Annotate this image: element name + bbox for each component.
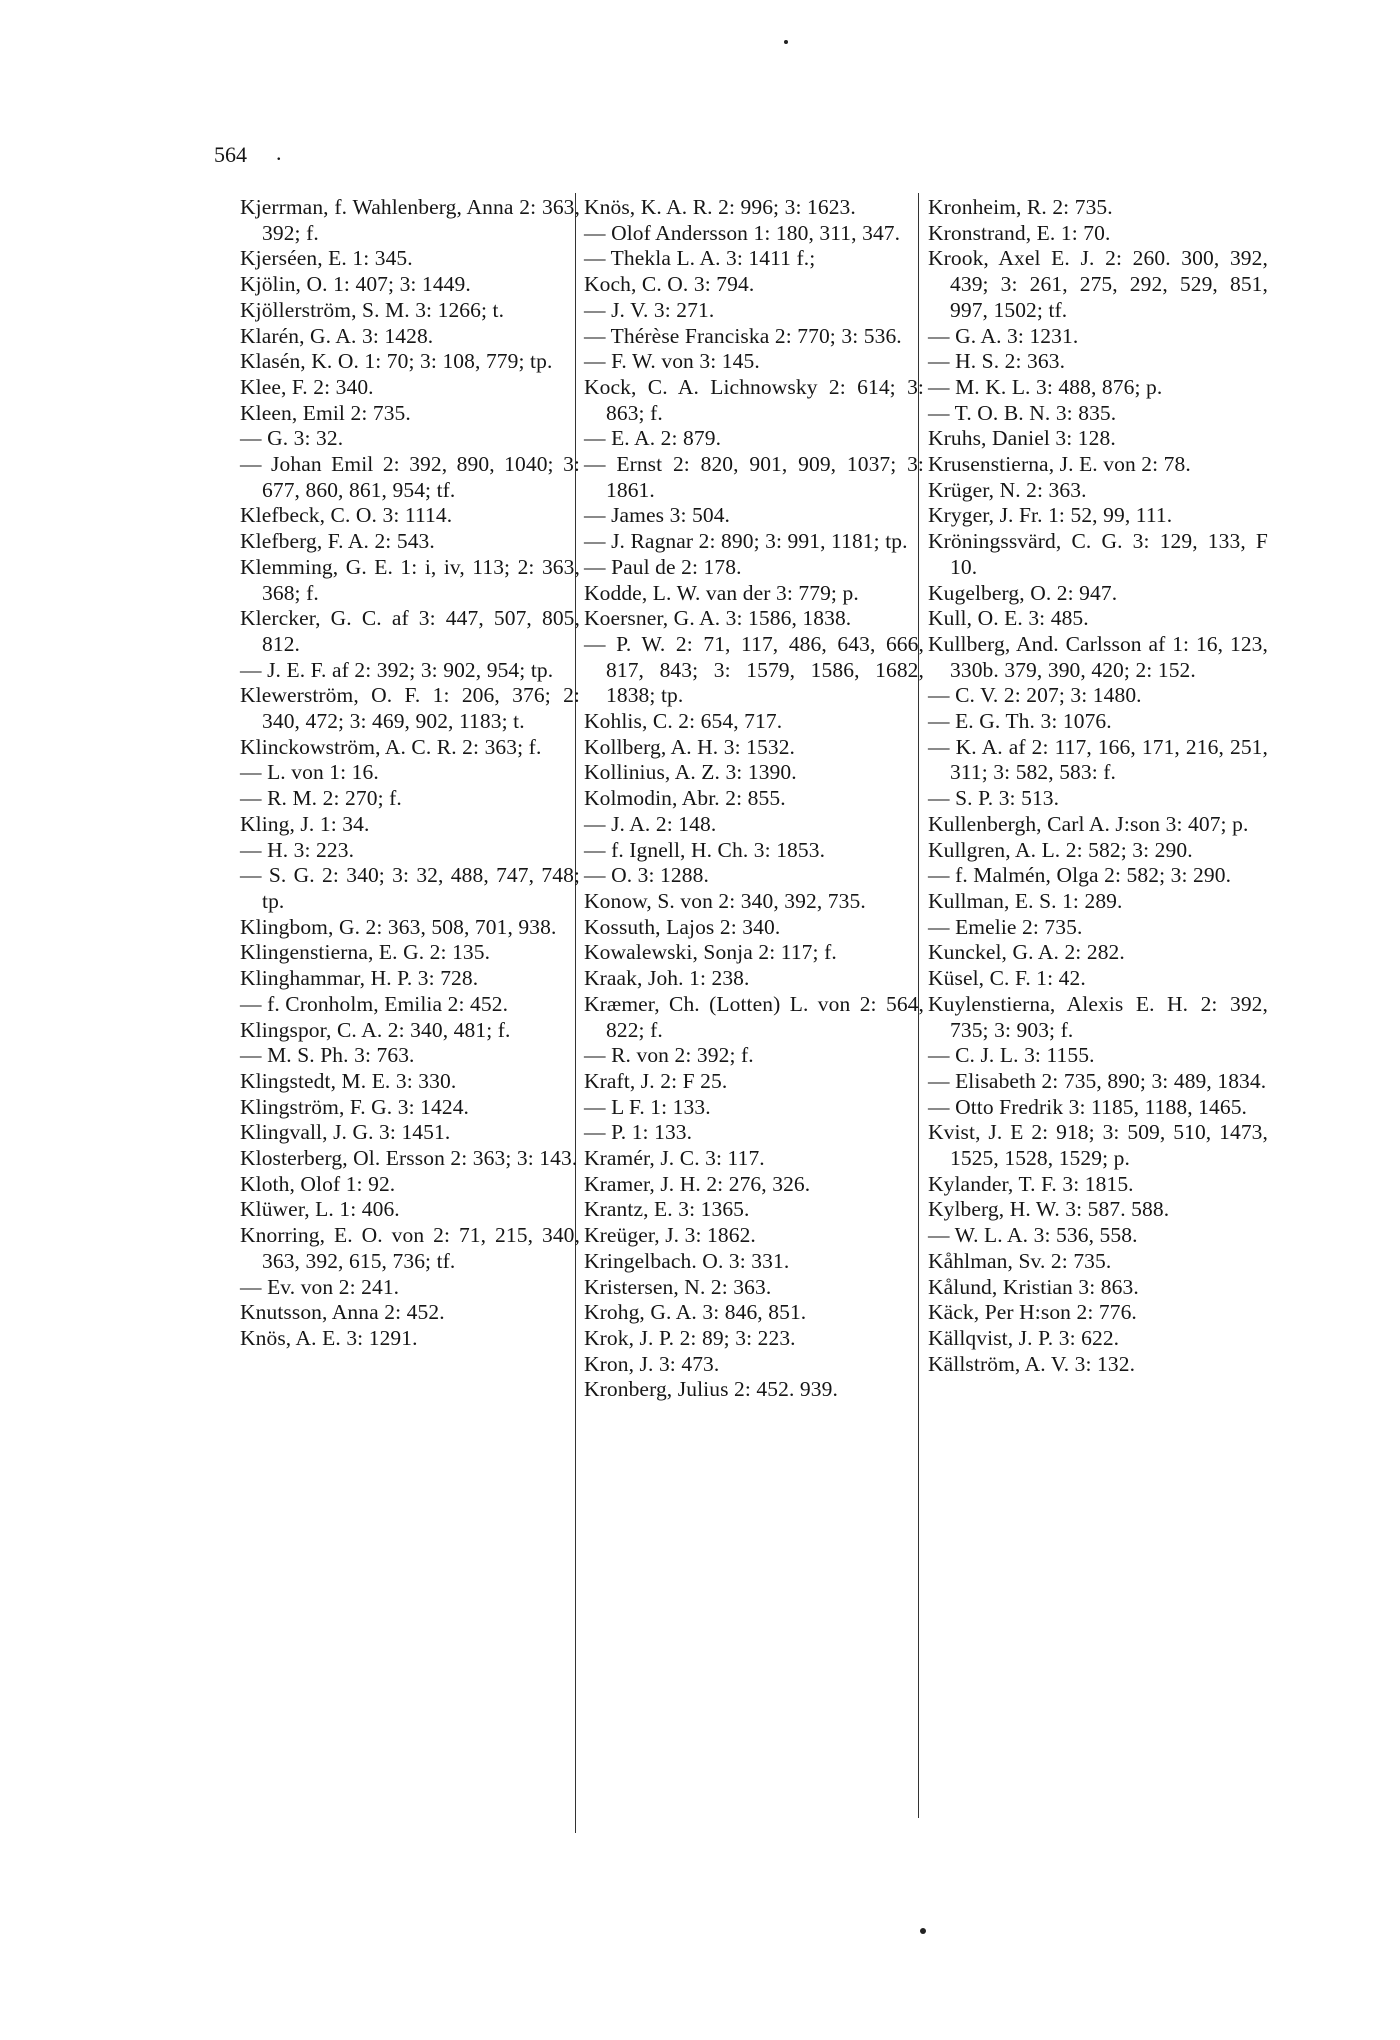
index-entry: — J. A. 2: 148. bbox=[584, 811, 717, 836]
index-entry: Kvist, J. E 2: 918; 3: 509, 510, 1473, 1525, 1528, 1529; p. bbox=[928, 1120, 1268, 1171]
index-entry: Krantz, E. 3: 1365. bbox=[584, 1197, 750, 1222]
index-entry: Kolmodin, Abr. 2: 855. bbox=[584, 786, 786, 811]
index-entry: Krüger, N. 2: 363. bbox=[928, 477, 1087, 502]
index-entry: Klinckowström, A. C. R. 2: 363; f. bbox=[240, 734, 542, 759]
index-entry: Kylberg, H. W. 3: 587. 588. bbox=[928, 1197, 1170, 1222]
index-entry: — S. G. 2: 340; 3: 32, 488, 747, 748; tp. bbox=[240, 863, 580, 913]
index-entry: — Thérèse Franciska 2: 770; 3: 536. bbox=[584, 323, 902, 348]
index-entry: Koersner, G. A. 3: 1586, 1838. bbox=[584, 606, 852, 631]
index-entry: — R. M. 2: 270; f. bbox=[240, 786, 402, 811]
index-entry: Kullenbergh, Carl A. J:son 3: 407; p. bbox=[928, 811, 1249, 836]
index-entry: Kristersen, N. 2: 363. bbox=[584, 1274, 772, 1299]
index-entry: — Johan Emil 2: 392, 890, 1040; 3: 677, 860, 861, 954; tf. bbox=[240, 452, 580, 502]
index-entry: Knös, K. A. R. 2: 996; 3: 1623. bbox=[584, 195, 856, 219]
index-entry: Küsel, C. F. 1: 42. bbox=[928, 966, 1086, 991]
index-entry: Klingström, F. G. 3: 1424. bbox=[240, 1094, 470, 1119]
index-entry: — R. von 2: 392; f. bbox=[584, 1043, 754, 1068]
index-entry: — J. V. 3: 271. bbox=[584, 297, 715, 322]
index-entry: Klingvall, J. G. 3: 1451. bbox=[240, 1120, 451, 1145]
index-entry: Klercker, G. C. af 3: 447, 507, 805, 812. bbox=[240, 606, 580, 656]
index-entry: Klefbeck, C. O. 3: 1114. bbox=[240, 503, 453, 528]
index-entry: — f. Ignell, H. Ch. 3: 1853. bbox=[584, 837, 826, 862]
index-entry: — E. G. Th. 3: 1076. bbox=[928, 709, 1112, 734]
index-entry: Kollinius, A. Z. 3: 1390. bbox=[584, 760, 797, 785]
index-entry: Kodde, L. W. van der 3: 779; p. bbox=[584, 580, 859, 605]
index-entry: — O. 3: 1288. bbox=[584, 863, 709, 888]
index-entry: Klefberg, F. A. 2: 543. bbox=[240, 529, 435, 554]
index-entry: — C. V. 2: 207; 3: 1480. bbox=[928, 683, 1142, 708]
index-entry: — H. 3: 223. bbox=[240, 837, 355, 862]
index-entry: Kull, O. E. 3: 485. bbox=[928, 606, 1089, 631]
index-entry: — F. W. von 3: 145. bbox=[584, 349, 760, 374]
stray-dot bbox=[784, 40, 788, 44]
index-entry: Kunckel, G. A. 2: 282. bbox=[928, 940, 1125, 965]
index-entry: Kraft, J. 2: F 25. bbox=[584, 1068, 728, 1093]
index-entry: — M. S. Ph. 3: 763. bbox=[240, 1043, 415, 1068]
index-entry: Klingspor, C. A. 2: 340, 481; f. bbox=[240, 1017, 511, 1042]
index-entry: Krok, J. P. 2: 89; 3: 223. bbox=[584, 1325, 796, 1350]
index-entry: Kloth, Olof 1: 92. bbox=[240, 1171, 396, 1196]
index-entry: Kling, J. 1: 34. bbox=[240, 811, 370, 836]
index-entry: — L F. 1: 133. bbox=[584, 1094, 711, 1119]
index-entry: Kjerséen, E. 1: 345. bbox=[240, 246, 413, 271]
index-entry: Kullberg, And. Carlsson af 1: 16, 123, 330b. 379, 390, 420; 2: 152. bbox=[928, 631, 1268, 682]
index-entry: Knutsson, Anna 2: 452. bbox=[240, 1300, 445, 1325]
index-entry: Källström, A. V. 3: 132. bbox=[928, 1351, 1136, 1376]
index-entry: Klingbom, G. 2: 363, 508, 701, 938. bbox=[240, 914, 557, 939]
index-entry: — G. 3: 32. bbox=[240, 426, 344, 451]
index-entry: Kjölin, O. 1: 407; 3: 1449. bbox=[240, 272, 471, 297]
index-entry: Krusenstierna, J. E. von 2: 78. bbox=[928, 452, 1191, 477]
index-entry: Klüwer, L. 1: 406. bbox=[240, 1197, 400, 1222]
index-entry: Klarén, G. A. 3: 1428. bbox=[240, 323, 434, 348]
index-entry: Kramer, J. H. 2: 276, 326. bbox=[584, 1171, 811, 1196]
index-entry: Kryger, J. Fr. 1: 52, 99, 111. bbox=[928, 503, 1173, 528]
index-entry: Kullman, E. S. 1: 289. bbox=[928, 888, 1123, 913]
index-entry: Kron, J. 3: 473. bbox=[584, 1351, 720, 1376]
index-entry: Kreüger, J. 3: 1862. bbox=[584, 1223, 756, 1248]
page-number: 564 bbox=[214, 142, 247, 167]
index-entry: Kuylenstierna, Alexis E. H. 2: 392, 735; 3: 903; f. bbox=[928, 991, 1268, 1042]
index-entry: Källqvist, J. P. 3: 622. bbox=[928, 1325, 1120, 1350]
index-entry: — E. A. 2: 879. bbox=[584, 426, 722, 451]
index-entry: — K. A. af 2: 117, 166, 171, 216, 251, 311; 3: 582, 583: f. bbox=[928, 734, 1268, 785]
index-entry: Klingenstierna, E. G. 2: 135. bbox=[240, 940, 491, 965]
index-column-1 bbox=[240, 195, 580, 1352]
index-entry: Klewerström, O. F. 1: 206, 376; 2: 340, 472; 3: 469, 902, 1183; t. bbox=[240, 683, 580, 734]
index-entry: Kruhs, Daniel 3: 128. bbox=[928, 426, 1116, 451]
index-entry: Kronheim, R. 2: 735. bbox=[928, 195, 1113, 219]
index-entry: — J. E. F. af 2: 392; 3: 902, 954; tp. bbox=[240, 657, 554, 682]
index-entry: — James 3: 504. bbox=[584, 503, 731, 528]
index-column-2 bbox=[584, 195, 924, 1403]
index-entry: Knorring, E. O. von 2: 71, 215, 340, 363, 392, 615, 736; tf. bbox=[240, 1223, 580, 1273]
index-entry: Kylander, T. F. 3: 1815. bbox=[928, 1171, 1134, 1196]
index-entry: Konow, S. von 2: 340, 392, 735. bbox=[584, 888, 866, 913]
index-entry: Krohg, G. A. 3: 846, 851. bbox=[584, 1300, 807, 1325]
index-entry: Käck, Per H:son 2: 776. bbox=[928, 1300, 1137, 1325]
index-entry: Krook, Axel E. J. 2: 260. 300, 392, 439; 3: 261, 275, 292, 529, 851, 997, 1502; tf. bbox=[928, 246, 1268, 322]
index-entry: Kullgren, A. L. 2: 582; 3: 290. bbox=[928, 837, 1193, 862]
index-entry: — G. A. 3: 1231. bbox=[928, 323, 1079, 348]
index-entry: Klasén, K. O. 1: 70; 3: 108, 779; tp. bbox=[240, 349, 553, 374]
index-entry: Kröningssvärd, C. G. 3: 129, 133, F 10. bbox=[928, 529, 1268, 579]
index-entry: Kraak, Joh. 1: 238. bbox=[584, 966, 750, 991]
index-entry: Koch, C. O. 3: 794. bbox=[584, 272, 755, 297]
index-entry: — M. K. L. 3: 488, 876; p. bbox=[928, 374, 1163, 399]
index-entry: Kohlis, C. 2: 654, 717. bbox=[584, 709, 783, 734]
index-entry: — f. Cronholm, Emilia 2: 452. bbox=[240, 991, 509, 1016]
index-entry: Klingstedt, M. E. 3: 330. bbox=[240, 1068, 457, 1093]
index-entry: Klee, F. 2: 340. bbox=[240, 374, 374, 399]
index-entry: Kugelberg, O. 2: 947. bbox=[928, 580, 1118, 605]
page-mark: . bbox=[276, 140, 282, 165]
index-entry: Kronstrand, E. 1: 70. bbox=[928, 220, 1111, 245]
index-entry: — Emelie 2: 735. bbox=[928, 914, 1083, 939]
index-entry: — f. Malmén, Olga 2: 582; 3: 290. bbox=[928, 863, 1232, 888]
index-entry: Kock, C. A. Lichnowsky 2: 614; 3: 863; f. bbox=[584, 374, 924, 425]
index-entry: — Olof Andersson 1: 180, 311, 347. bbox=[584, 220, 901, 245]
index-entry: Klinghammar, H. P. 3: 728. bbox=[240, 966, 479, 991]
index-entry: — Thekla L. A. 3: 1411 f.; bbox=[584, 246, 816, 271]
index-entry: — H. S. 2: 363. bbox=[928, 349, 1066, 374]
index-column-3 bbox=[928, 195, 1268, 1377]
index-entry: Kringelbach. O. 3: 331. bbox=[584, 1248, 790, 1273]
index-entry: — P. 1: 133. bbox=[584, 1120, 693, 1145]
index-entry: — T. O. B. N. 3: 835. bbox=[928, 400, 1117, 425]
index-entry: Kollberg, A. H. 3: 1532. bbox=[584, 734, 796, 759]
index-entry: Kowalewski, Sonja 2: 117; f. bbox=[584, 940, 837, 965]
index-entry: Kålund, Kristian 3: 863. bbox=[928, 1274, 1139, 1299]
index-entry: Kjerrman, f. Wahlenberg, Anna 2: 363, 392; f. bbox=[240, 195, 580, 245]
index-entry: — Ev. von 2: 241. bbox=[240, 1274, 400, 1299]
index-entry: — P. W. 2: 71, 117, 486, 643, 666, 817, 843; 3: 1579, 1586, 1682, 1838; tp. bbox=[584, 631, 924, 708]
index-entry: — Elisabeth 2: 735, 890; 3: 489, 1834. bbox=[928, 1068, 1267, 1093]
index-entry: — C. J. L. 3: 1155. bbox=[928, 1043, 1095, 1068]
index-entry: — J. Ragnar 2: 890; 3: 991, 1181; tp. bbox=[584, 529, 908, 554]
index-entry: Kåhlman, Sv. 2: 735. bbox=[928, 1248, 1112, 1273]
index-entry: Kjöllerström, S. M. 3: 1266; t. bbox=[240, 297, 505, 322]
index-entry: — L. von 1: 16. bbox=[240, 760, 379, 785]
index-entry: Klemming, G. E. 1: i, iv, 113; 2: 363, 368; f. bbox=[240, 554, 580, 605]
index-entry: — Ernst 2: 820, 901, 909, 1037; 3: 1861. bbox=[584, 452, 924, 502]
index-entry: — Otto Fredrik 3: 1185, 1188, 1465. bbox=[928, 1094, 1248, 1119]
index-entry: Knös, A. E. 3: 1291. bbox=[240, 1325, 418, 1350]
index-entry: — Paul de 2: 178. bbox=[584, 554, 742, 579]
index-entry: — W. L. A. 3: 536, 558. bbox=[928, 1223, 1138, 1248]
index-entry: Kramér, J. C. 3: 117. bbox=[584, 1146, 765, 1171]
index-entry: Kleen, Emil 2: 735. bbox=[240, 400, 411, 425]
index-entry: — S. P. 3: 513. bbox=[928, 786, 1060, 811]
index-entry: Kræmer, Ch. (Lotten) L. von 2: 564, 822; f. bbox=[584, 991, 924, 1042]
index-entry: Kronberg, Julius 2: 452. 939. bbox=[584, 1377, 838, 1402]
stray-dot bbox=[920, 1928, 926, 1934]
index-entry: Klosterberg, Ol. Ersson 2: 363; 3: 143. bbox=[240, 1146, 578, 1171]
index-entry: Kossuth, Lajos 2: 340. bbox=[584, 914, 781, 939]
